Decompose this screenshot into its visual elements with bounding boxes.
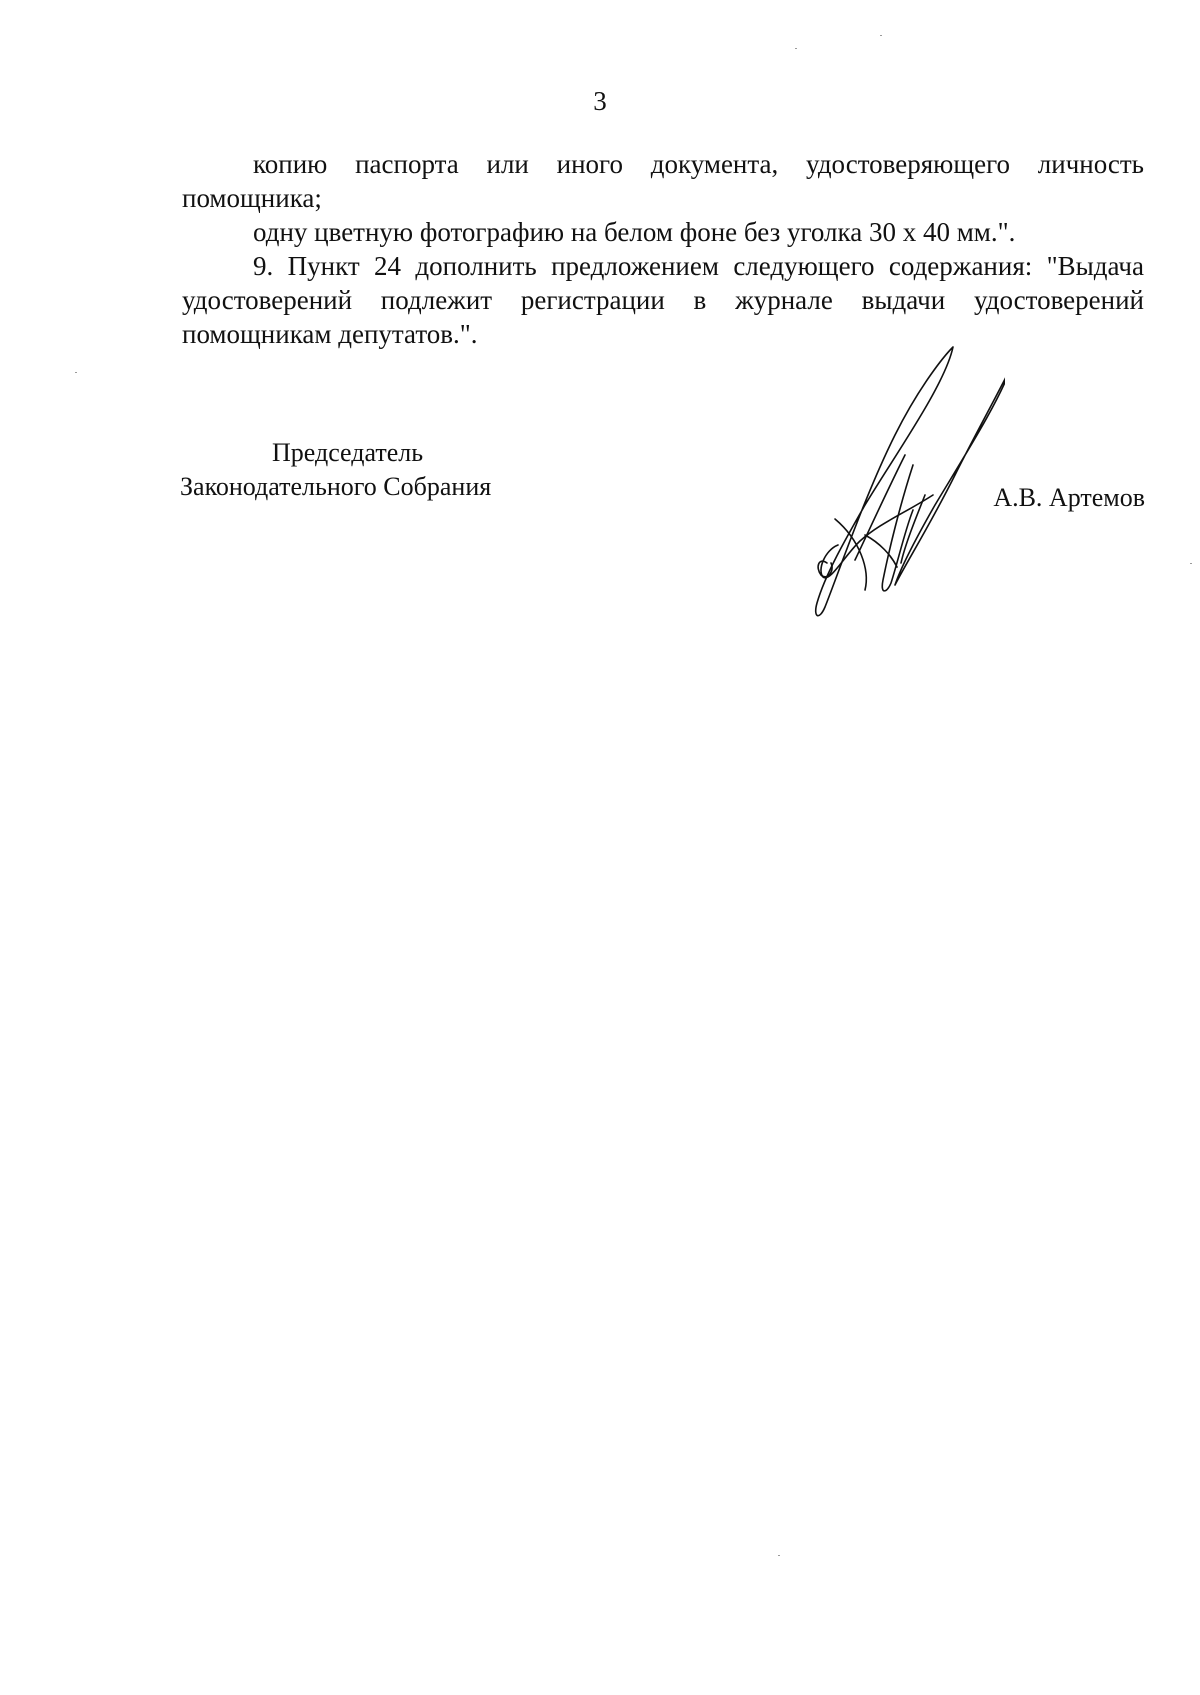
scan-artifact [778,1555,780,1556]
paragraph-passport-copy: копию паспорта или иного документа, удостоверяющего личность помощника; [182,149,1144,213]
signatory-title [180,436,600,504]
signatory-title-line-2: Законодательного Собрания [180,472,492,501]
scan-artifact [75,372,77,373]
paragraph-item-9: 9. Пункт 24 дополнить предложением следующего содержания: "Выдача удостоверений подлежит регистрации в журнале выдачи удостоверений помощникам депутатов.". [182,251,1144,349]
scan-artifact [1190,563,1192,564]
paragraph-photo: одну цветную фотографию на белом фоне без уголка 30 х 40 мм.". [253,217,1016,247]
page-number: 3 [593,86,607,116]
signatory-name: А.В. Артемов [993,483,1145,512]
signatory-title-line-1: Председатель [272,438,424,467]
document-body [182,147,1144,351]
scan-artifact [880,35,882,36]
scan-artifact [795,48,797,49]
